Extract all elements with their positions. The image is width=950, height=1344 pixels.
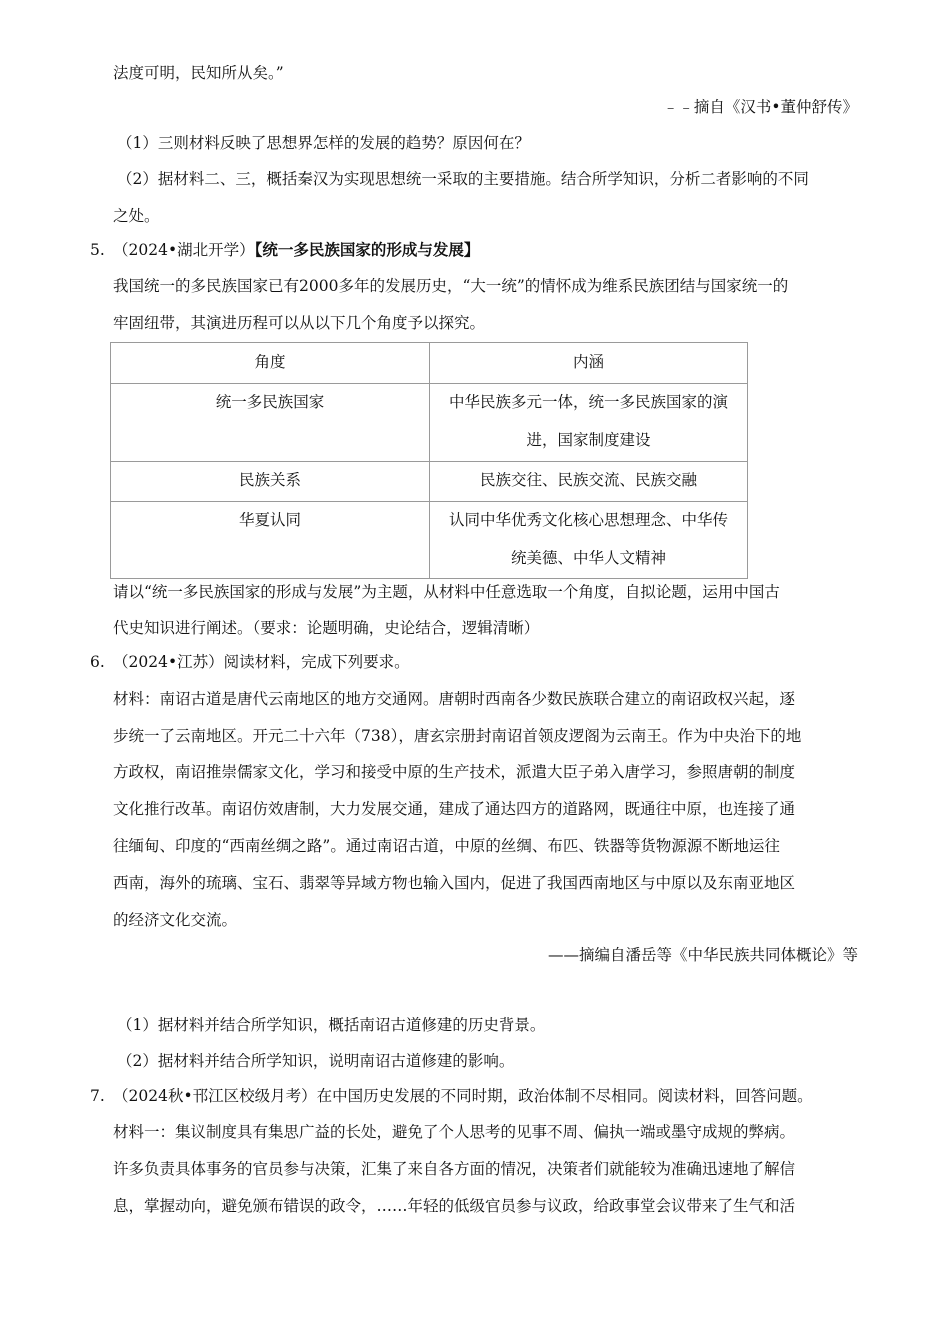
q7-material-line: 许多负责具体事务的官员参与决策，汇集了来自各方面的情况，决策者们就能较为准确迅速地了解信 <box>113 1160 796 1178</box>
table-cell-content-line: 中华民族多元一体，统一多民族国家的演 <box>448 393 728 411</box>
table-row <box>111 384 748 462</box>
q4-material-continuation: 法度可明，民知所从矣。” <box>113 64 284 82</box>
q7-material-line: 息，掌握动向，避免颁布错误的政令，……年轻的低级官员参与议政，给政事堂会议带来了生气和活 <box>113 1197 796 1215</box>
q5-title: 【统一多民族国家的形成与发展】 <box>254 240 480 259</box>
table-cell-content: 民族交往、民族交流、民族交融 <box>479 471 697 489</box>
q6-material-line: 往缅甸、印度的“西南丝绸之路”。通过南诏古道，中原的丝绸、布匹、铁器等货物源源不断地运往 <box>113 837 780 855</box>
q7-heading: （2024秋•邗江区校级月考）在中国历史发展的不同时期，政治体制不尽相同。阅读材料，回答问题。 <box>113 1087 813 1105</box>
q6-material-line: 材料：南诏古道是唐代云南地区的地方交通网。唐朝时西南各少数民族联合建立的南诏政权兴起，逐 <box>113 690 796 708</box>
q6-heading: （2024•江苏）阅读材料，完成下列要求。 <box>113 653 410 671</box>
table-header-angle: 角度 <box>111 343 430 384</box>
table-cell-content-line: 认同中华优秀文化核心思想理念、中华传 <box>448 511 728 529</box>
q7-number: 7. <box>90 1087 105 1105</box>
table-cell-content-line: 进，国家制度建设 <box>526 431 651 449</box>
table-cell-angle: 华夏认同 <box>238 511 301 529</box>
q5-task-line-1: 请以“统一多民族国家的形成与发展”为主题，从材料中任意选取一个角度，自拟论题，运用中国古 <box>113 583 780 601</box>
table-header-content: 内涵 <box>430 343 748 384</box>
table-row <box>111 502 748 579</box>
q5-heading <box>113 240 479 260</box>
table-header-row <box>111 343 748 384</box>
table-cell-content <box>438 501 739 577</box>
q4-subquestion-2: （2）据材料二、三，概括秦汉为实现思想统一采取的主要措施。结合所学知识，分析二者影响的不同 <box>117 170 809 188</box>
q4-subquestion-2-cont: 之处。 <box>113 207 160 225</box>
q6-material-line: 文化推行改革。南诏仿效唐制，大力发展交通，建成了通达四方的道路网，既通往中原，也连接了通 <box>113 800 796 818</box>
q6-number: 6. <box>90 653 105 671</box>
q6-material-line: 的经济文化交流。 <box>113 911 238 929</box>
q4-source: ﹣﹣摘自《汉书•董仲舒传》 <box>662 98 858 116</box>
q6-subquestion-2: （2）据材料并结合所学知识，说明南诏古道修建的影响。 <box>117 1052 515 1070</box>
q6-material-line: 方政权，南诏推崇儒家文化，学习和接受中原的生产技术，派遣大臣子弟入唐学习，参照唐朝的制度 <box>113 763 796 781</box>
q5-number: 5. <box>90 241 105 259</box>
table-row <box>111 462 748 502</box>
table-cell-angle: 民族关系 <box>238 471 301 489</box>
q5-task-line-2: 代史知识进行阐述。（要求：论题明确，史论结合，逻辑清晰） <box>113 619 540 637</box>
q5-table <box>110 342 748 579</box>
q6-source: ——摘编自潘岳等《中华民族共同体概论》等 <box>547 946 858 964</box>
q6-subquestion-1: （1）据材料并结合所学知识，概括南诏古道修建的历史背景。 <box>117 1016 546 1034</box>
q5-intro-line-2: 牢固纽带，其演进历程可以从以下几个角度予以探究。 <box>113 314 486 332</box>
table-cell-angle: 统一多民族国家 <box>215 393 325 411</box>
table-cell-content-line: 统美德、中华人文精神 <box>510 549 666 567</box>
q5-tag: （2024•湖北开学） <box>113 241 255 259</box>
q6-material-line: 步统一了云南地区。开元二十六年（738），唐玄宗册封南诏首领皮逻阁为云南王。作为中央治下的地 <box>113 727 802 745</box>
table-cell-content <box>438 383 739 459</box>
q7-material-line: 材料一：集议制度具有集思广益的长处，避免了个人思考的见事不周、偏执一端或墨守成规的弊病。 <box>113 1123 796 1141</box>
q4-subquestion-1: （1）三则材料反映了思想界怎样的发展的趋势？原因何在？ <box>117 134 530 152</box>
q6-material-line: 西南，海外的琉璃、宝石、翡翠等异域方物也输入国内，促进了我国西南地区与中原以及东南亚地区 <box>113 874 796 892</box>
q5-intro-line-1: 我国统一的多民族国家已有2000多年的发展历史，“大一统”的情怀成为维系民族团结与国家统一的 <box>113 277 789 295</box>
